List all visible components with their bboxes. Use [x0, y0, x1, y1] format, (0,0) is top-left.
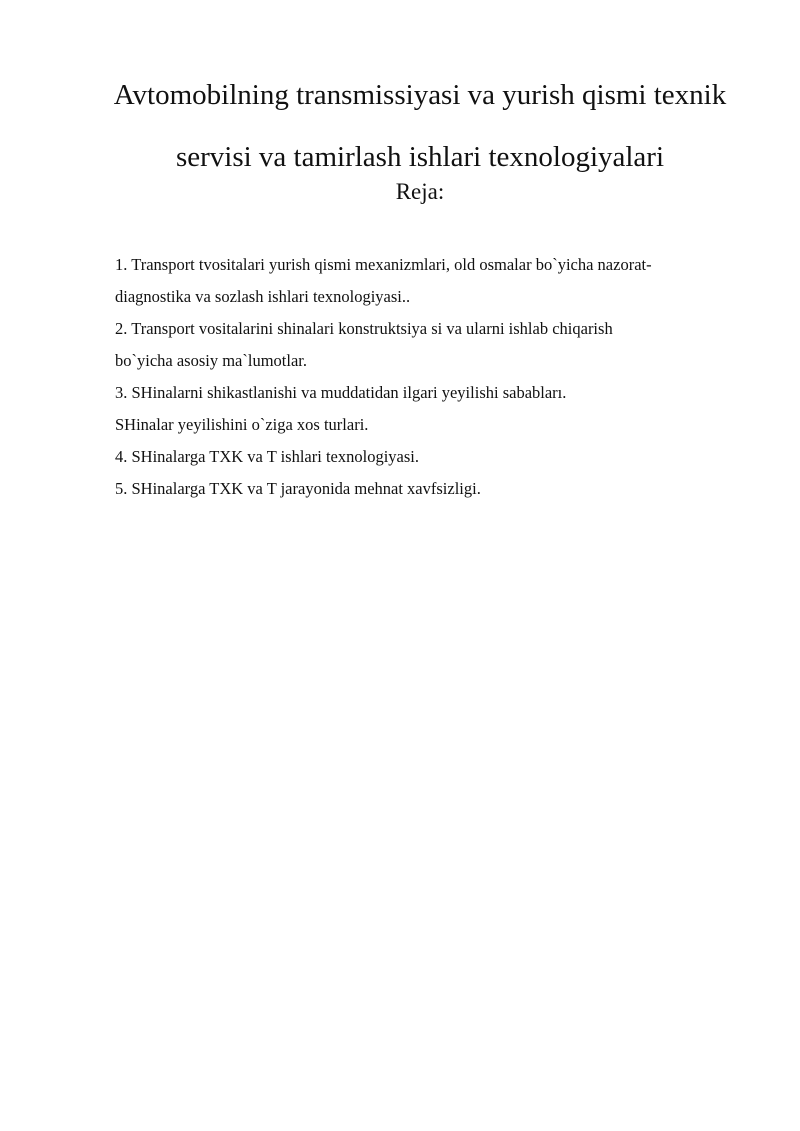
title-line-2: servisi va tamirlash ishlari texnologiyalari — [175, 141, 665, 173]
plan-line: 1. Transport tvositalari yurish qismi mexanizmlari, old osmalar bo`yicha nazorat- — [115, 255, 652, 274]
plan-line: bo`yicha asosiy ma`lumotlar. — [115, 351, 307, 370]
plan-line: diagnostika va sozlash ishlari texnologiyasi.. — [115, 287, 411, 306]
plan-list — [115, 249, 755, 505]
plan-line: 3. SHinalarni shikastlanishi va muddatidan ilgari yeyilishi sababları. — [115, 383, 567, 402]
plan-line: 4. SHinalarga TXK va T ishlari texnologiyasi. — [115, 447, 419, 466]
document-title — [60, 64, 780, 188]
plan-heading: Reja: — [395, 179, 445, 204]
title-line-1: Avtomobilning transmissiyasi va yurish qismi texnik — [113, 79, 727, 111]
plan-line: 2. Transport vositalarini shinalari konstruktsiya si va ularni ishlab chiqarish — [115, 319, 613, 338]
plan-line: 5. SHinalarga TXK va T jarayonida mehnat xavfsizligi. — [115, 479, 481, 498]
plan-line: SHinalar yeyilishini o`ziga xos turlari. — [115, 415, 369, 434]
